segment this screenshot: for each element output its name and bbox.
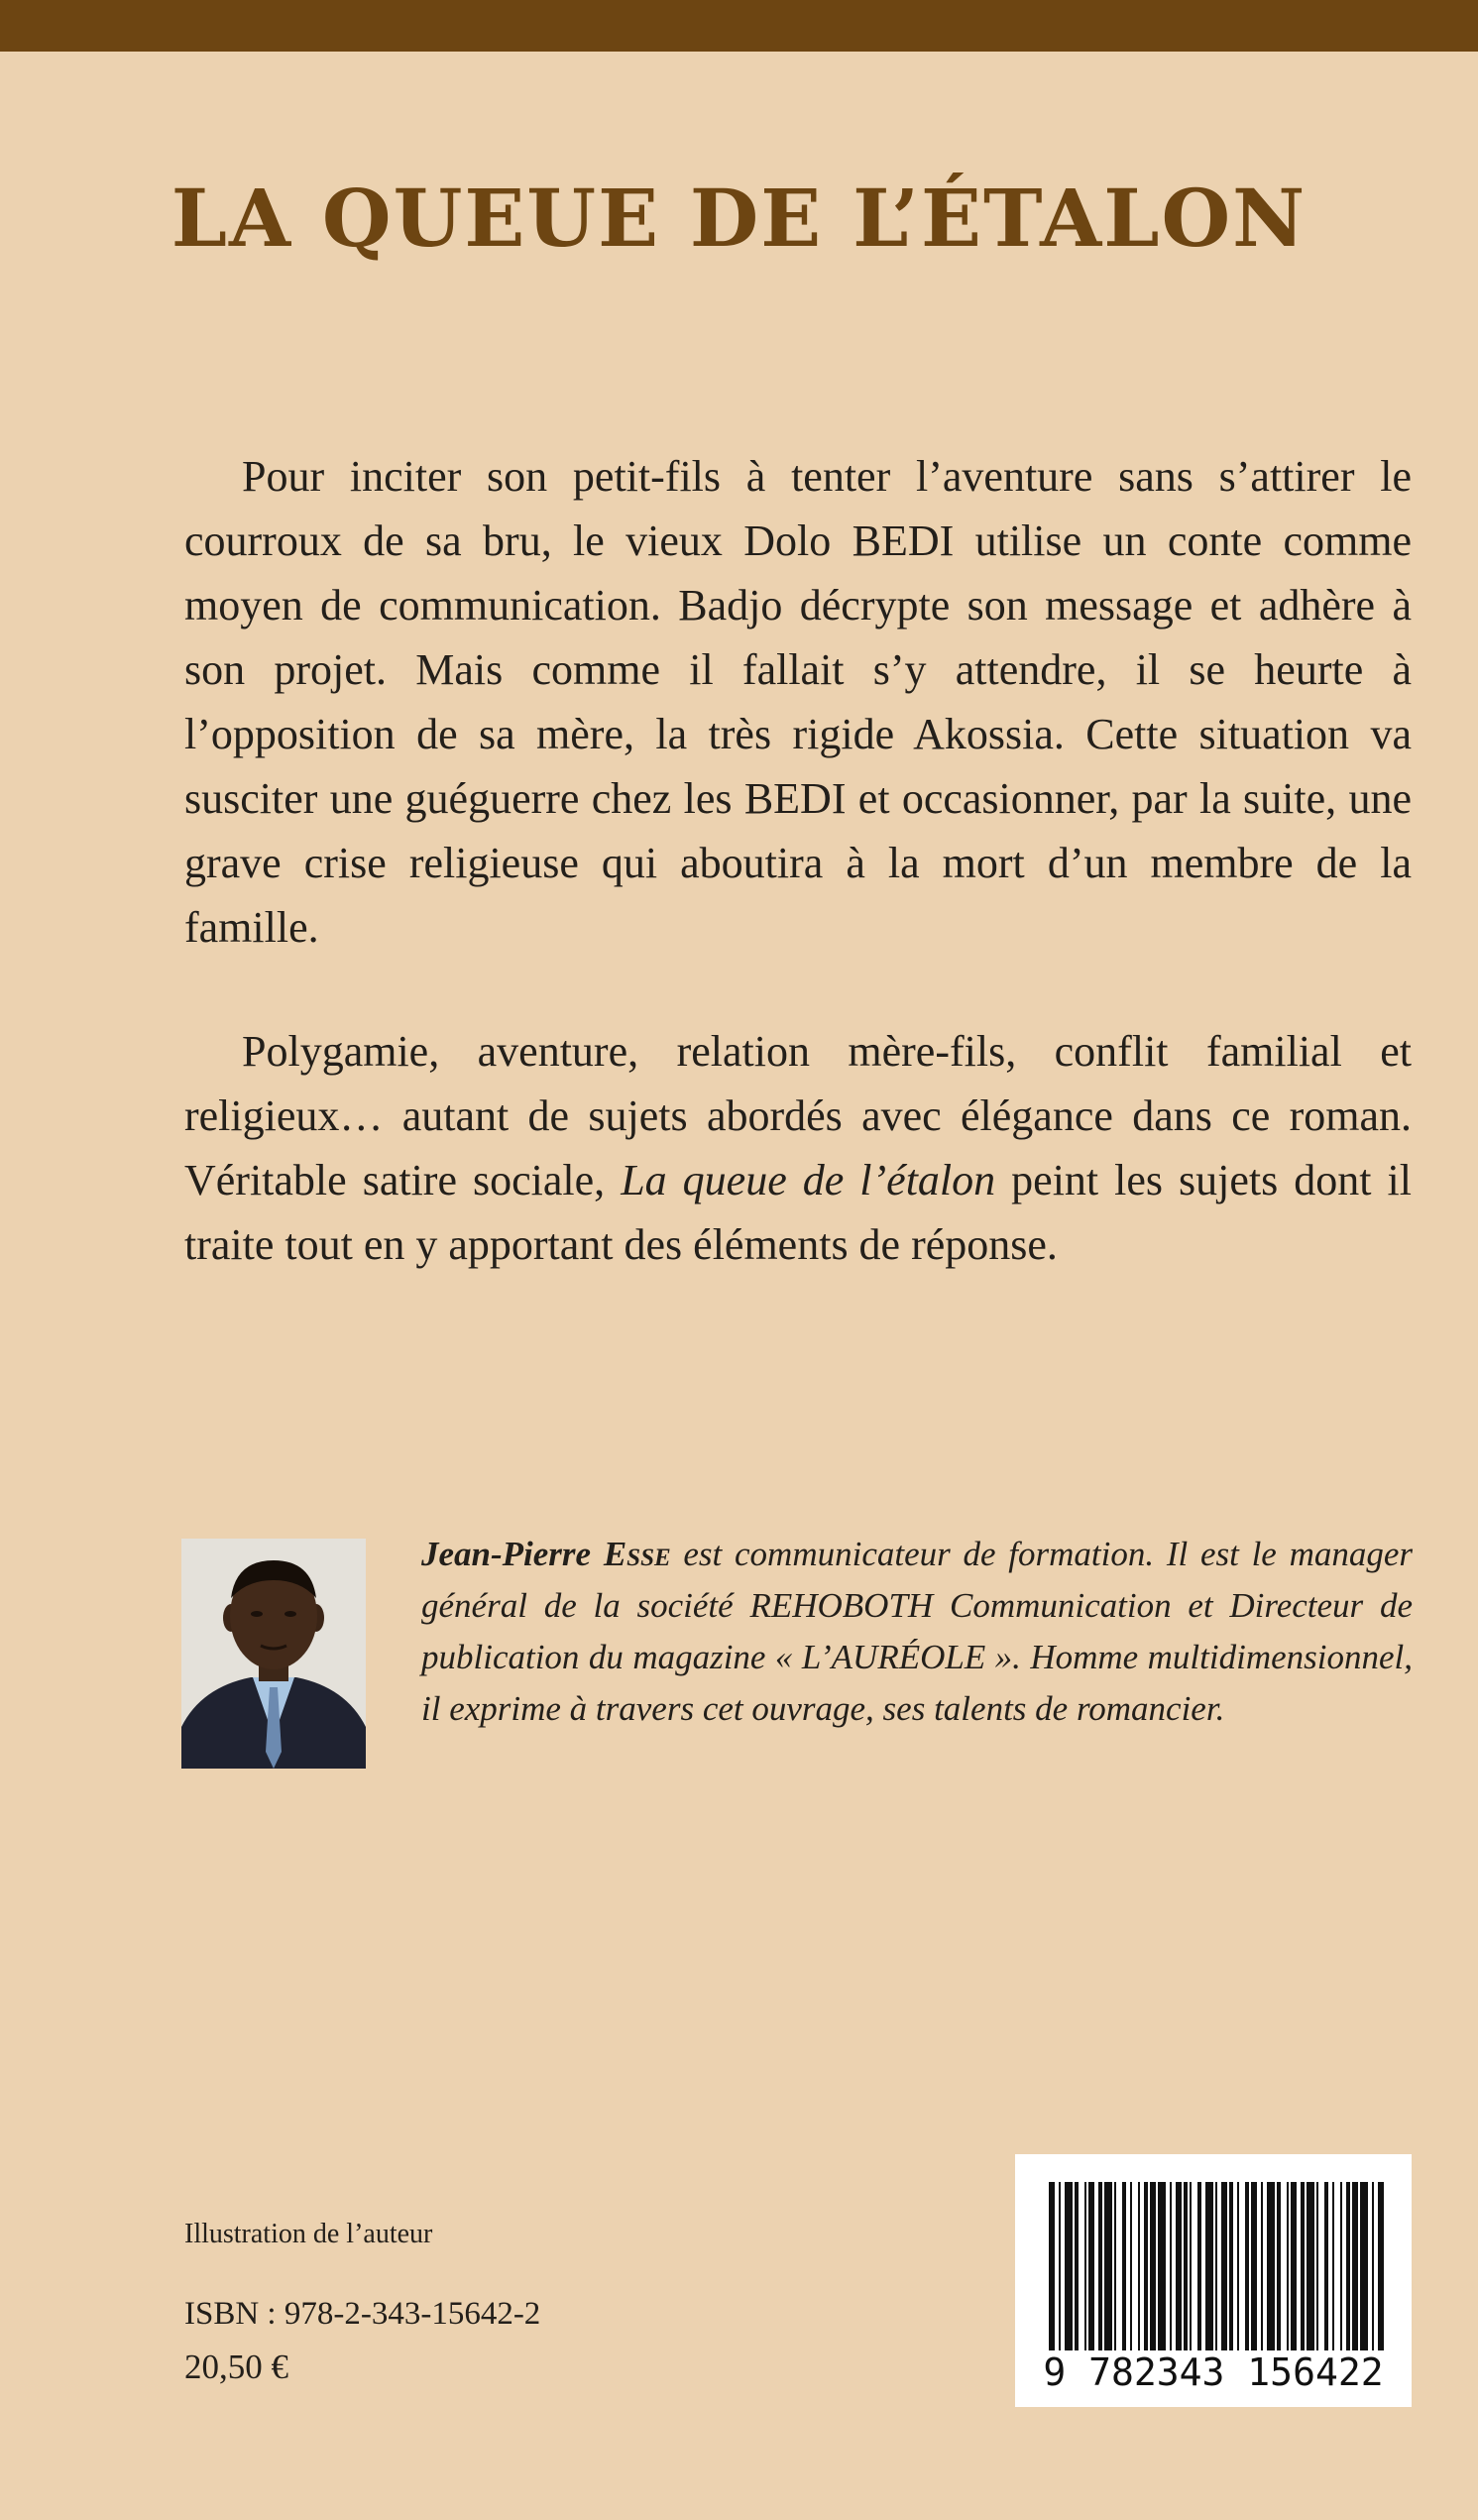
barcode-bar	[1130, 2182, 1132, 2350]
barcode-bar	[1372, 2182, 1374, 2350]
barcode-bar	[1324, 2182, 1328, 2350]
barcode-bar	[1251, 2182, 1257, 2350]
barcode-number: 9 782343 156422	[1043, 2350, 1384, 2394]
barcode-bar	[1287, 2182, 1289, 2350]
barcode-bar	[1144, 2182, 1148, 2350]
barcode-bar	[1332, 2182, 1334, 2350]
barcode-bar	[1229, 2182, 1233, 2350]
barcode-bar	[1245, 2182, 1249, 2350]
barcode-graphic	[1015, 2154, 1412, 2407]
barcode-bar	[1084, 2182, 1086, 2350]
barcode-bar	[1307, 2182, 1314, 2350]
barcode-bar	[1378, 2182, 1384, 2350]
author-last-name: Esse	[603, 1535, 671, 1573]
barcode-bar	[1197, 2182, 1201, 2350]
barcode-bar	[1075, 2182, 1079, 2350]
author-photo	[181, 1539, 366, 1769]
author-bio-text: est communicateur de formation. Il est le manager général de la société REHOBOTH Communication et Directeur de publication du magazine « L’AURÉOLE ». Homme multidimensionnel, il exprime à travers cet ouvrage, ses talents de romancier.	[421, 1535, 1414, 1728]
barcode-bar	[1277, 2182, 1281, 2350]
barcode-bar	[1184, 2182, 1188, 2350]
barcode-bar	[1049, 2182, 1055, 2350]
barcode-bar	[1267, 2182, 1275, 2350]
barcode-bar	[1340, 2182, 1342, 2350]
synopsis-paragraph-2-end: peint les sujets dont il traite tout en y apportant des éléments de réponse.	[184, 1156, 1412, 1269]
barcode-bar	[1261, 2182, 1263, 2350]
barcode-bar	[1176, 2182, 1182, 2350]
illustration-credit: Illustration de l’auteur	[184, 2219, 433, 2249]
price: 20,50 €	[184, 2348, 288, 2386]
synopsis-paragraph-1: Pour inciter son petit-fils à tenter l’aventure sans s’attirer le courroux de sa bru, le vieux Dolo BEDI utilise un conte comme moyen de communication. Badjo décrypte son message et adhère à son projet. Mais comme il fallait s’y attendre, il se heurte à l’opposition de sa mère, la très rigide Akossia. Cette situation va susciter une guéguerre chez les BEDI et occasionner, par la suite, une grave crise religieuse qui aboutira à la mort d’un membre de la famille.	[184, 452, 1412, 952]
top-color-band	[0, 0, 1478, 52]
barcode-bar	[1170, 2182, 1172, 2350]
synopsis-paragraph-2	[184, 1019, 1412, 1277]
synopsis	[184, 444, 1412, 1277]
author-first-name: Jean-Pierre	[421, 1535, 592, 1573]
barcode-bar	[1237, 2182, 1239, 2350]
barcode-bar	[1114, 2182, 1116, 2350]
barcode-bar	[1104, 2182, 1112, 2350]
synopsis-paragraph-2-start: Polygamie, aventure, relation mère-fils, conflit familial et religieux… autant de sujets abordés avec élégance dans ce roman. Véritable satire sociale,	[184, 1027, 1412, 1204]
isbn: ISBN : 978-2-343-15642-2	[184, 2296, 541, 2332]
barcode	[1015, 2154, 1412, 2407]
barcode-bar	[1352, 2182, 1358, 2350]
barcode-bar	[1122, 2182, 1126, 2350]
barcode-bar	[1360, 2182, 1368, 2350]
barcode-bar	[1098, 2182, 1102, 2350]
barcode-bar	[1316, 2182, 1318, 2350]
book-title: LA QUEUE DE L’ÉTALON	[171, 172, 1307, 265]
barcode-bar	[1346, 2182, 1350, 2350]
barcode-bar	[1291, 2182, 1297, 2350]
author-portrait-image	[181, 1539, 366, 1769]
barcode-bar	[1158, 2182, 1166, 2350]
barcode-bar	[1088, 2182, 1094, 2350]
barcode-bars	[1049, 2182, 1384, 2350]
author-bio	[421, 1529, 1413, 1735]
synopsis-book-title: La queue de l’étalon	[621, 1156, 996, 1204]
barcode-bar	[1190, 2182, 1192, 2350]
barcode-bar	[1221, 2182, 1227, 2350]
barcode-bar	[1138, 2182, 1140, 2350]
barcode-bar	[1215, 2182, 1217, 2350]
barcode-bar	[1065, 2182, 1073, 2350]
barcode-bar	[1150, 2182, 1156, 2350]
barcode-bar	[1301, 2182, 1305, 2350]
barcode-bar	[1205, 2182, 1213, 2350]
barcode-bar	[1059, 2182, 1061, 2350]
